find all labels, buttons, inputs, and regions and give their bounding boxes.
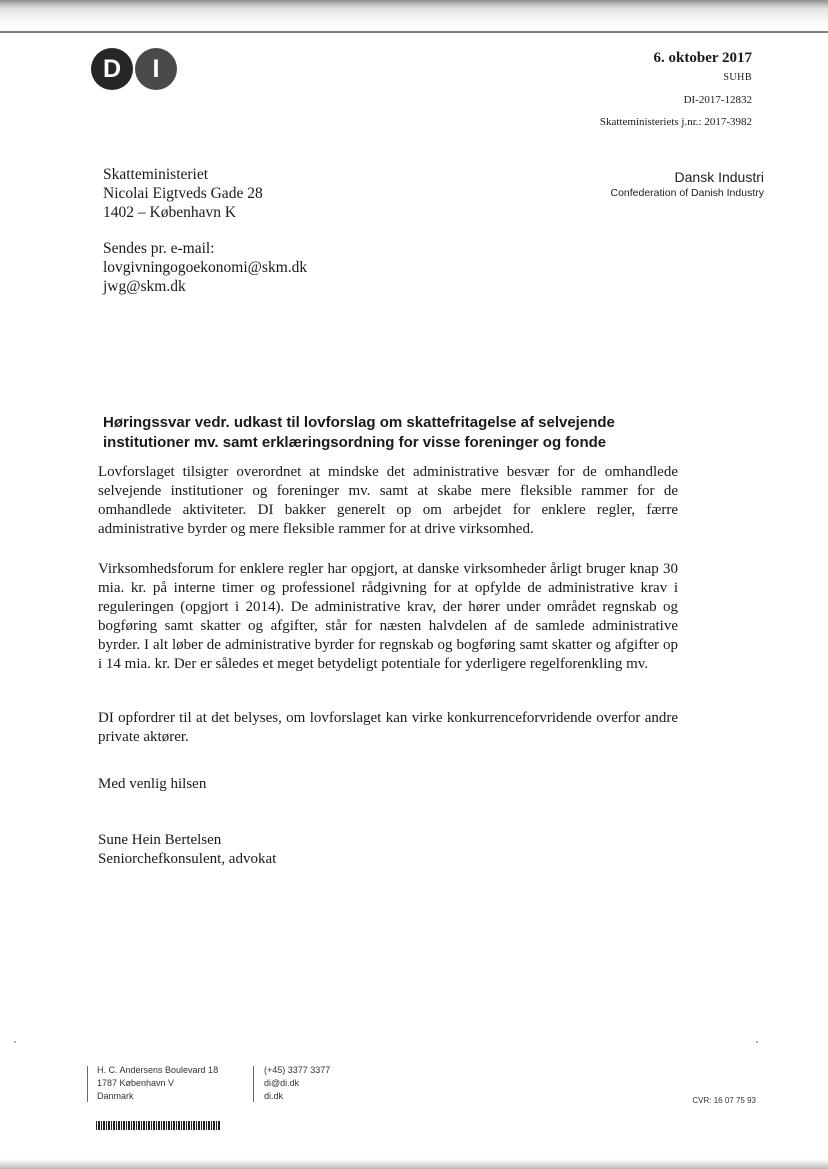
barcode	[96, 1121, 220, 1130]
scan-speck	[756, 1041, 758, 1043]
body-paragraph: Lovforslaget tilsigter overordnet at mindske det administrative besvær for de omhandlede selvejende institutioner og foreninger mv. samt at skabe mere fleksible rammer for de omhandlede aktiviteter. DI bakker generelt op om arbejdet for enklere regler, færre administrative byrder og mere fleksible rammer for at drive virksomhed.	[98, 464, 678, 537]
footer-email: di@di.dk	[264, 1078, 300, 1088]
sender-organization	[610, 169, 764, 199]
di-reference: DI-2017-12832	[683, 94, 752, 106]
logo-letter-d: D	[91, 48, 133, 90]
send-to-block	[103, 239, 307, 296]
email-address: lovgivningogoekonomi@skm.dk	[103, 259, 308, 276]
footer-address-line: 1787 København V	[97, 1078, 175, 1088]
footer-divider	[87, 1066, 88, 1102]
footer-contact	[264, 1064, 330, 1103]
signature-block	[98, 831, 276, 869]
scan-edge-top	[0, 0, 828, 34]
footer-cvr: CVR: 16 07 75 93	[692, 1096, 756, 1105]
org-name: Dansk Industri	[674, 169, 764, 185]
recipient-line: Skatteministeriet	[103, 166, 209, 183]
di-logo	[91, 48, 183, 90]
author-initials: SUHB	[723, 72, 752, 83]
footer-divider	[253, 1066, 254, 1102]
closing-salutation: Med venlig hilsen	[98, 776, 207, 792]
footer-address-line: Danmark	[97, 1091, 134, 1101]
org-subtitle: Confederation of Danish Industry	[610, 187, 764, 199]
recipient-address	[103, 165, 263, 222]
scan-line	[0, 31, 828, 33]
footer-website: di.dk	[264, 1091, 284, 1101]
ministry-journal-number: Skatteministeriets j.nr.: 2017-3982	[599, 116, 752, 128]
footer-address-line: H. C. Andersens Boulevard 18	[97, 1065, 219, 1075]
recipient-line: Nicolai Eigtveds Gade 28	[103, 185, 263, 202]
footer-phone: (+45) 3377 3377	[264, 1065, 331, 1075]
logo-letter-i: I	[135, 48, 177, 90]
recipient-line: 1402 – København K	[103, 204, 237, 221]
letter-subject: Høringssvar vedr. udkast til lovforslag om skattefritagelse af selvejende institutioner mv. samt erklæringsordning for visse foreninger og fonde	[103, 414, 615, 451]
footer-address	[97, 1064, 218, 1103]
body-paragraph: DI opfordrer til at det belyses, om lovforslaget kan virke konkurrenceforvridende overfor andre private aktører.	[98, 710, 678, 745]
letter-date: 6. oktober 2017	[653, 50, 752, 66]
signer-name: Sune Hein Bertelsen	[98, 832, 222, 848]
scan-edge-bottom	[0, 1159, 828, 1169]
signer-title: Seniorchefkonsulent, advokat	[98, 851, 277, 867]
scan-speck	[14, 1041, 16, 1043]
body-paragraph: Virksomhedsforum for enklere regler har opgjort, at danske virksomheder årligt bruger knap 30 mia. kr. på interne timer og professionel rådgivning for at opfylde de administrative krav i reguleringen (opgjort i 2014). De administrative krav, der hører under området regnskab og bogføring samt skatter og afgifter, står for næsten halvdelen af de samlede administrative byrder. I alt løber de administrative byrder for regnskab og bogføring samt skatter og afgifter op i 14 mia. kr. Der er således et meget betydeligt potentiale for yderligere regelforenkling mv.	[98, 561, 678, 672]
send-to-label: Sendes pr. e-mail:	[103, 240, 215, 257]
email-address: jwg@skm.dk	[103, 278, 186, 295]
